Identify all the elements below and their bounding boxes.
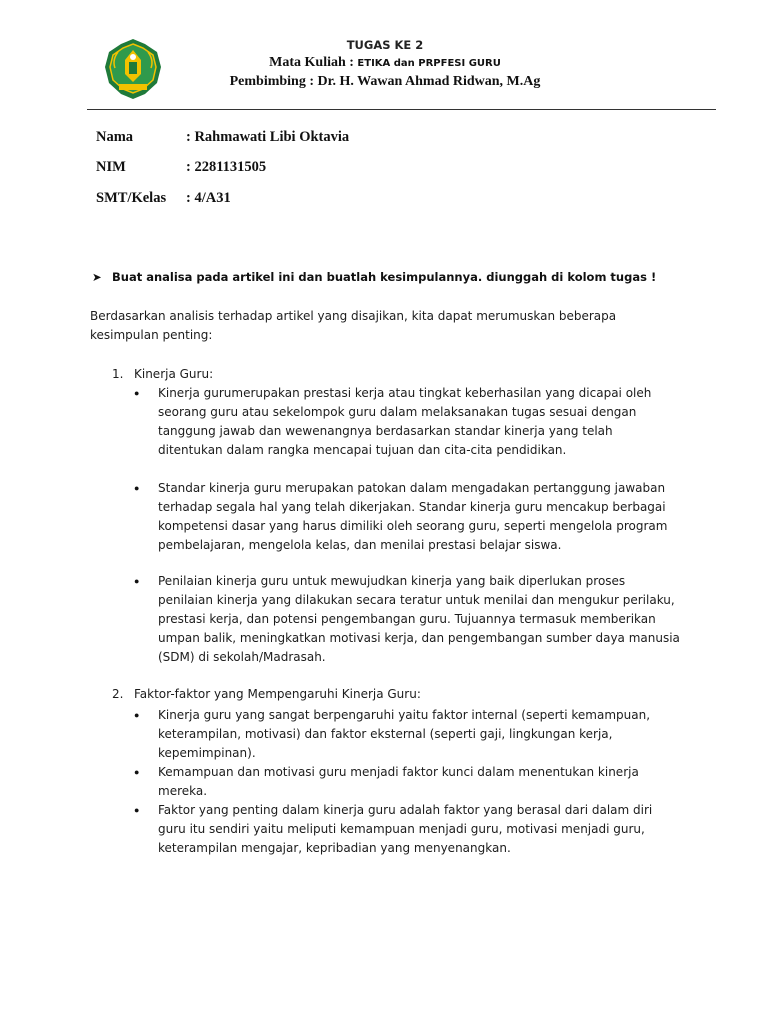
instruction-text: Buat analisa pada artikel ini dan buatlah kesimpulannya. diunggah di kolom tugas !: [112, 270, 657, 284]
section-number: 2.: [112, 687, 124, 701]
round-bullet-icon: ●: [134, 483, 140, 493]
round-bullet-icon: ●: [134, 710, 140, 720]
text-line: prestasi kerja, dan potensi pengembangan guru. Tujuannya termasuk memberikan: [158, 612, 656, 626]
round-bullet-icon: ●: [134, 805, 140, 815]
text-line: Berdasarkan analisis terhadap artikel yang disajikan, kita dapat merumuskan beberapa: [90, 309, 617, 323]
round-bullet-icon: ●: [134, 767, 140, 777]
text-line: Penilaian kinerja guru untuk mewujudkan kinerja yang baik diperlukan proses: [158, 574, 626, 588]
list-item: [158, 763, 639, 801]
text-line: kesimpulan penting:: [90, 328, 213, 342]
text-line: penilaian kinerja yang dilakukan secara teratur untuk menilai dan mengukur perilaku,: [158, 593, 675, 607]
list-item: [158, 706, 650, 763]
text-line: seorang guru atau sekelompok guru dalam melaksanakan tugas sesuai dengan: [158, 405, 637, 419]
identity-row-class: [96, 190, 231, 207]
advisor-line: Pembimbing : Dr. H. Wawan Ahmad Ridwan, M.Ag: [229, 74, 541, 89]
assignment-title: TUGAS KE 2: [346, 38, 424, 52]
text-line: Kinerja guru yang sangat berpengaruhi yaitu faktor internal (seperti kemampuan,: [158, 708, 651, 722]
text-line: mereka.: [158, 784, 208, 798]
text-line: kepemimpinan).: [158, 746, 256, 760]
identity-label: SMT/Kelas: [96, 190, 167, 206]
section-title: Kinerja Guru:: [134, 367, 214, 381]
text-line: Standar kinerja guru merupakan patokan dalam mengadakan pertanggung jawaban: [158, 481, 666, 495]
list-item: [158, 384, 651, 460]
list-item: [158, 479, 667, 555]
text-line: tanggung jawab dan wewenangnya berdasarkan standar kinerja yang telah: [158, 424, 613, 438]
section-number: 1.: [112, 367, 124, 381]
identity-row-nim: [96, 159, 266, 176]
text-line: Faktor yang penting dalam kinerja guru adalah faktor yang berasal dari dalam diri: [158, 803, 653, 817]
identity-value: : Rahmawati Libi Oktavia: [186, 129, 350, 145]
text-line: terhadap segala hal yang telah dikerjakan. Standar kinerja guru mencakup berbagai: [158, 500, 666, 514]
text-line: keterampilan mengajar, kepribadian yang menyenangkan.: [158, 841, 511, 855]
arrowhead-bullet-icon: ➤: [92, 270, 102, 284]
identity-row-name: [96, 129, 349, 146]
round-bullet-icon: ●: [134, 388, 140, 398]
list-item: [158, 801, 652, 858]
round-bullet-icon: ●: [134, 576, 140, 586]
identity-value: : 4/A31: [186, 190, 231, 206]
instruction: [92, 270, 656, 284]
course-label: Mata Kuliah :: [269, 55, 358, 70]
university-logo-icon: [104, 38, 162, 100]
course-line: [160, 55, 610, 71]
text-line: Kinerja gurumerupakan prestasi kerja atau tingkat keberhasilan yang dicapai oleh: [158, 386, 652, 400]
text-line: (SDM) di sekolah/Madrasah.: [158, 650, 326, 664]
text-line: guru itu sendiri yaitu meliputi kemampuan menjadi guru, motivasi menjadi guru,: [158, 822, 645, 836]
text-line: keterampilan, motivasi) dan faktor eksternal (seperti gaji, lingkungan kerja,: [158, 727, 613, 741]
header-divider: [87, 109, 716, 110]
course-name: ETIKA dan PRPFESI GURU: [357, 58, 501, 69]
identity-label: Nama: [96, 129, 134, 145]
identity-label: NIM: [96, 159, 126, 175]
text-line: kompetensi dasar yang harus dimiliki oleh seorang guru, seperti mengelola program: [158, 519, 668, 533]
text-line: pembelajaran, mengelola kelas, dan menilai prestasi belajar siswa.: [158, 538, 562, 552]
list-item: [158, 572, 680, 667]
section-title: Faktor-faktor yang Mempengaruhi Kinerja Guru:: [134, 687, 421, 701]
identity-value: : 2281131505: [186, 159, 267, 175]
text-line: ditentukan dalam rangka mencapai tujuan dan cita-cita pendidikan.: [158, 443, 567, 457]
intro-paragraph: [90, 307, 616, 345]
text-line: umpan balik, meningkatkan motivasi kerja, dan pengembangan sumber daya manusia: [158, 631, 680, 645]
text-line: Kemampuan dan motivasi guru menjadi faktor kunci dalam menentukan kinerja: [158, 765, 639, 779]
